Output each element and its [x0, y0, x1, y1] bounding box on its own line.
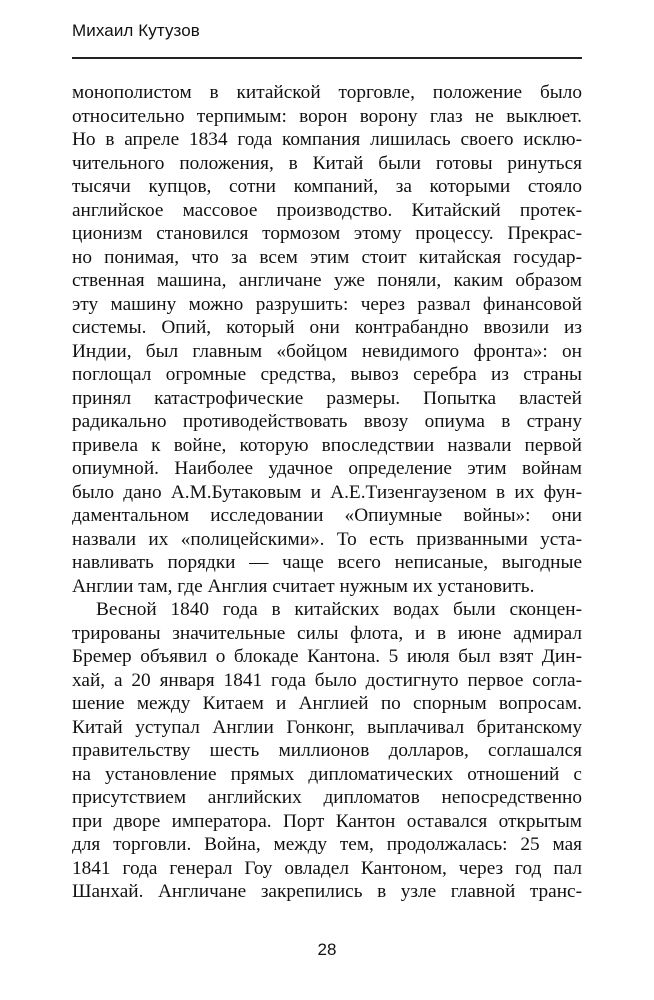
paragraph-start-line: Весной 1840 года в китайских водах были сконцен- [96, 599, 582, 620]
text-line: 1841 года генерал Гоу овладел Кантоном, через год пал [72, 857, 582, 879]
body-text [72, 81, 582, 904]
text-line: монополистом в китайской торговле, положение было [72, 82, 582, 103]
text-line: на установление прямых дипломатических отношений с [72, 763, 582, 785]
text-line: привела к войне, которую впоследствии назвали первой [72, 434, 582, 456]
text-line: ционизм становился тормозом этому процессу. Прекрас- [72, 223, 582, 244]
text-line: присутствием английских дипломатов непосредственно [72, 787, 582, 808]
text-line: хай, а 20 января 1841 года было достигнуто первое согла- [72, 669, 582, 691]
text-line: Китай уступал Англии Гонконг, выплачивал британскому [72, 716, 582, 738]
text-line: эту машину можно разрушить: через развал финансовой [72, 293, 582, 315]
text-line: было дано А.М.Бутаковым и А.Е.Тизенгаузеном в их фун- [72, 481, 582, 503]
page-number: 28 [317, 940, 337, 959]
text-line: Но в апреле 1834 года компания лишилась своего исклю- [72, 129, 582, 150]
text-line: навливать порядки — чаще всего неписаные, выгодные [72, 552, 582, 573]
text-line: ственная машина, англичане уже поняли, каким образом [72, 270, 582, 291]
text-line: радикально противодействовать ввозу опиума в страну [72, 411, 582, 432]
text-line: тысячи купцов, сотни компаний, за которыми стояло [72, 176, 582, 197]
text-line: Шанхай. Англичане закрепились в узле главной транс- [72, 881, 582, 902]
running-head-author: Михаил Кутузов [72, 21, 200, 40]
text-line: Индии, был главным «бойцом невидимого фронта»: он [72, 340, 582, 362]
text-line: относительно терпимым: ворон ворону глаз не выклюет. [72, 105, 582, 127]
text-line: шение между Китаем и Англией по спорным вопросам. [72, 693, 582, 714]
text-line: даментальном исследовании «Опиумные войны»: они [72, 505, 582, 526]
text-line: чительного положения, в Китай были готовы ринуться [72, 152, 582, 174]
text-line: принял катастрофические размеры. Попытка властей [72, 387, 582, 409]
text-line: системы. Опий, который они контрабандно ввозили из [72, 317, 582, 338]
text-line: Бремер объявил о блокаде Кантона. 5 июля был взят Дин- [72, 646, 582, 667]
text-line: правительству шесть миллионов долларов, соглашался [72, 740, 582, 761]
text-line: назвали их «полицейскими». То есть призванными уста- [72, 528, 582, 550]
text-line: для торговли. Война, между тем, продолжалась: 25 мая [72, 834, 582, 855]
header-rule [72, 57, 582, 59]
text-line: при дворе императора. Порт Кантон оставался открытым [72, 810, 582, 832]
text-line: опиумной. Наиболее удачное определение этим войнам [72, 458, 582, 479]
text-line: английское массовое производство. Китайский протек- [72, 199, 582, 221]
text-line: но понимая, что за всем этим стоит китайская государ- [72, 246, 582, 268]
paragraph-end-line: Англии там, где Англия считает нужным их установить. [72, 575, 535, 597]
text-line: трированы значительные силы флота, и в июне адмирал [72, 622, 582, 644]
text-line: поглощал огромные средства, вывоз серебра из страны [72, 364, 582, 385]
